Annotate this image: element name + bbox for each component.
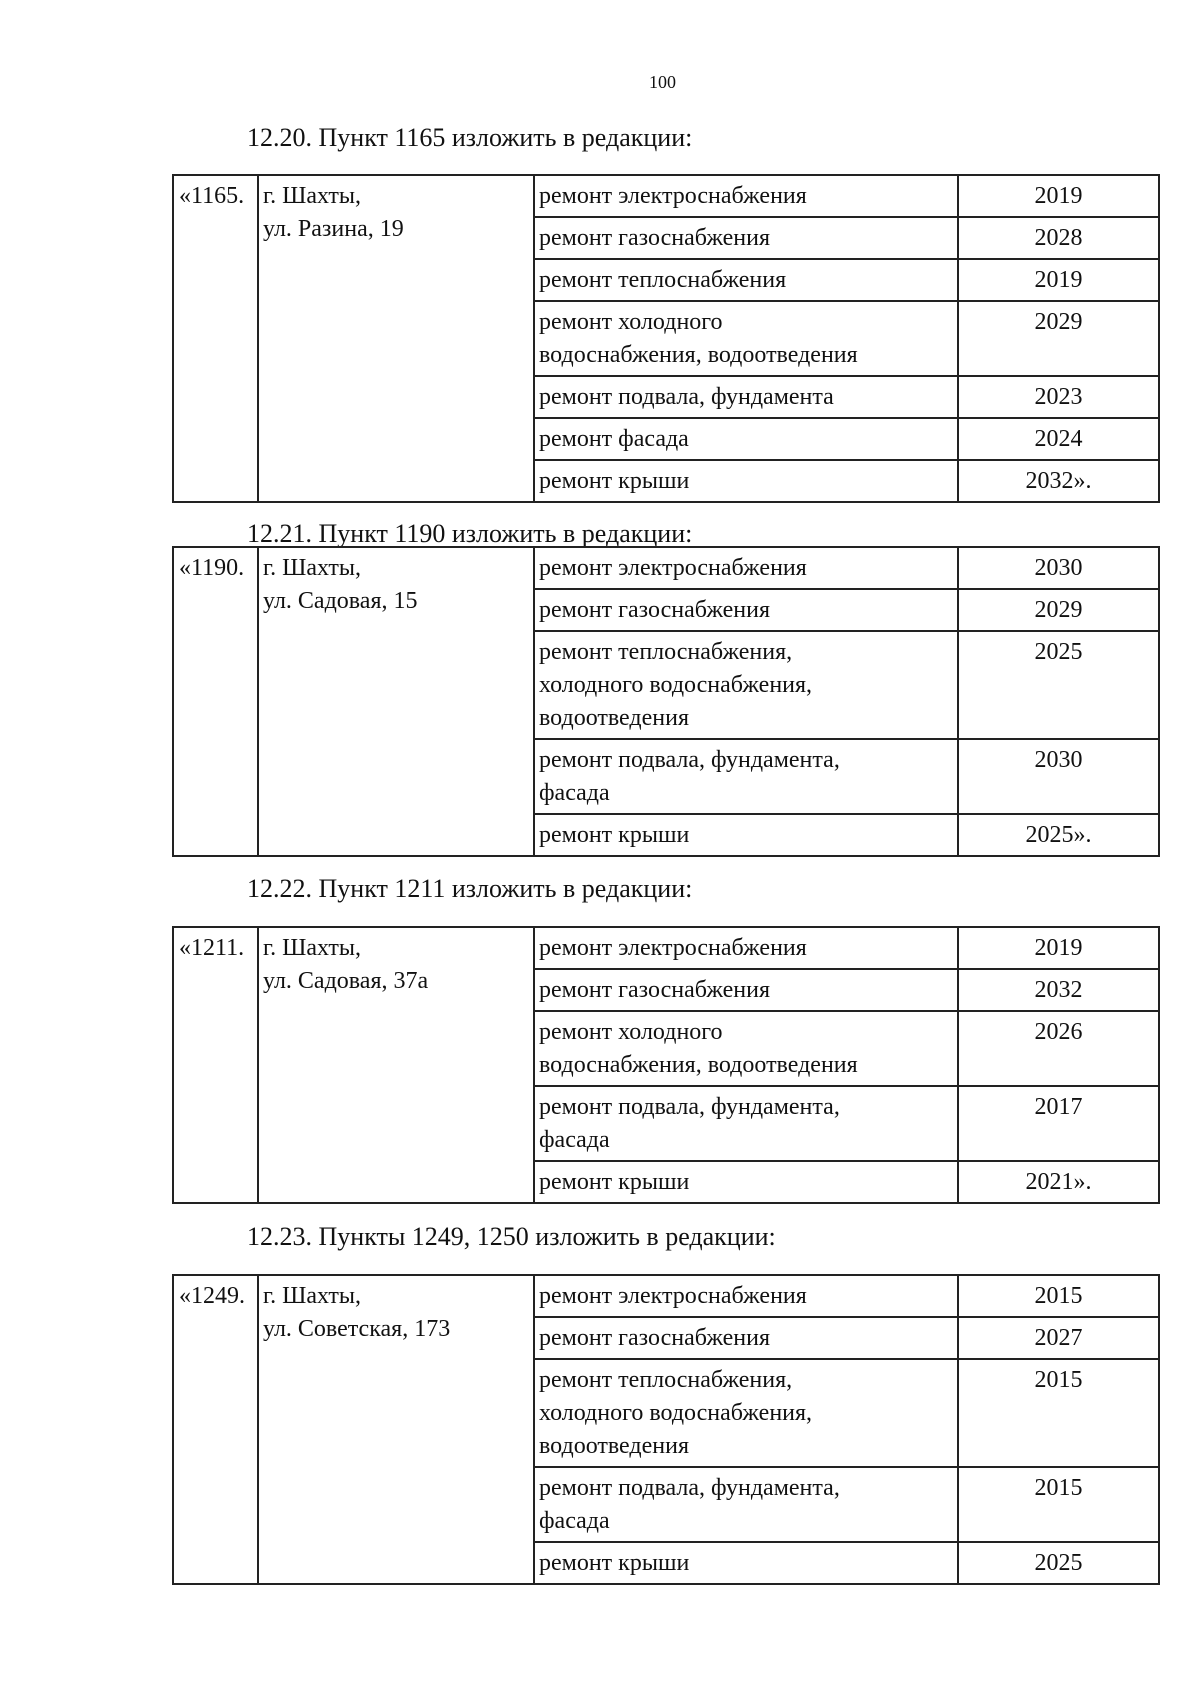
work-type-line: ремонт газоснабжения [539, 597, 771, 623]
work-type-line: ремонт крыши [539, 468, 690, 494]
work-type [534, 418, 958, 460]
table-row [173, 927, 1159, 969]
work-type-line: ремонт подвала, фундамента [539, 384, 834, 410]
amendment-table [172, 546, 1160, 857]
work-year: 2015 [958, 1359, 1159, 1467]
item-address [258, 175, 534, 502]
work-type-line: ремонт теплоснабжения [539, 267, 787, 293]
work-year: 2032 [958, 969, 1159, 1011]
work-type-line: фасада [539, 1508, 610, 1534]
work-type [534, 547, 958, 589]
work-type-line: ремонт холодного [539, 1019, 723, 1045]
work-type [534, 1275, 958, 1317]
work-type [534, 175, 958, 217]
work-type [534, 814, 958, 856]
work-type-line: холодного водоснабжения, [539, 1400, 813, 1426]
work-type [534, 1011, 958, 1086]
work-type-line: ремонт теплоснабжения, [539, 1367, 793, 1393]
work-type-line: ремонт газоснабжения [539, 977, 771, 1003]
work-year: 2032». [958, 460, 1159, 502]
work-type-line: ремонт газоснабжения [539, 225, 771, 251]
work-year: 2015 [958, 1275, 1159, 1317]
work-type-line: ремонт крыши [539, 1550, 690, 1576]
work-type-line: водоотведения [539, 705, 689, 731]
work-type [534, 259, 958, 301]
work-type-line: ремонт электроснабжения [539, 555, 807, 581]
work-year: 2019 [958, 175, 1159, 217]
item-number: «1165. [173, 175, 258, 502]
work-type [534, 1317, 958, 1359]
address-street: ул. Советская, 173 [263, 1316, 451, 1342]
amendment-table [172, 174, 1160, 503]
work-year: 2019 [958, 927, 1159, 969]
item-address [258, 927, 534, 1203]
work-type [534, 739, 958, 814]
work-type-line: ремонт электроснабжения [539, 183, 807, 209]
work-type-line: фасада [539, 780, 610, 806]
address-street: ул. Садовая, 37а [263, 968, 429, 994]
item-number: «1211. [173, 927, 258, 1203]
work-year: 2029 [958, 301, 1159, 376]
work-year: 2025 [958, 1542, 1159, 1584]
address-city: г. Шахты, [263, 1283, 362, 1309]
item-number: «1190. [173, 547, 258, 856]
work-year: 2030 [958, 547, 1159, 589]
work-type [534, 1359, 958, 1467]
table-row [173, 1275, 1159, 1317]
amendment-table [172, 1274, 1160, 1585]
work-type-line: ремонт подвала, фундамента, [539, 1094, 840, 1120]
work-type-line: ремонт электроснабжения [539, 1283, 807, 1309]
work-type-line: водоснабжения, водоотведения [539, 342, 858, 368]
work-year: 2019 [958, 259, 1159, 301]
work-year: 2030 [958, 739, 1159, 814]
address-street: ул. Садовая, 15 [263, 588, 418, 614]
item-address [258, 547, 534, 856]
address-city: г. Шахты, [263, 935, 362, 961]
work-type-line: ремонт крыши [539, 822, 690, 848]
work-type-line: фасада [539, 1127, 610, 1153]
work-year: 2017 [958, 1086, 1159, 1161]
work-year: 2028 [958, 217, 1159, 259]
section-heading: 12.20. Пункт 1165 изложить в редакции: [247, 123, 693, 152]
work-type [534, 1467, 958, 1542]
work-year: 2027 [958, 1317, 1159, 1359]
work-type [534, 217, 958, 259]
table-row [173, 547, 1159, 589]
work-year: 2029 [958, 589, 1159, 631]
work-year: 2023 [958, 376, 1159, 418]
work-type [534, 927, 958, 969]
item-number: «1249. [173, 1275, 258, 1584]
section-heading: 12.22. Пункт 1211 изложить в редакции: [247, 874, 693, 903]
work-type-line: ремонт теплоснабжения, [539, 639, 793, 665]
work-type-line: водоснабжения, водоотведения [539, 1052, 858, 1078]
work-year: 2021». [958, 1161, 1159, 1203]
work-type [534, 1161, 958, 1203]
address-city: г. Шахты, [263, 555, 362, 581]
work-type-line: водоотведения [539, 1433, 689, 1459]
work-type-line: ремонт электроснабжения [539, 935, 807, 961]
address-street: ул. Разина, 19 [263, 216, 404, 242]
work-type-line: холодного водоснабжения, [539, 672, 813, 698]
work-type [534, 1086, 958, 1161]
work-type [534, 301, 958, 376]
work-year: 2025 [958, 631, 1159, 739]
item-address [258, 1275, 534, 1584]
work-year: 2024 [958, 418, 1159, 460]
address-city: г. Шахты, [263, 183, 362, 209]
work-type [534, 376, 958, 418]
section-heading: 12.23. Пункты 1249, 1250 изложить в редакции: [247, 1222, 776, 1251]
work-type-line: ремонт газоснабжения [539, 1325, 771, 1351]
table-row [173, 175, 1159, 217]
work-type [534, 1542, 958, 1584]
work-type [534, 589, 958, 631]
work-year: 2015 [958, 1467, 1159, 1542]
work-year: 2026 [958, 1011, 1159, 1086]
work-type [534, 460, 958, 502]
work-type-line: ремонт фасада [539, 426, 689, 452]
work-year: 2025». [958, 814, 1159, 856]
work-type [534, 969, 958, 1011]
work-type [534, 631, 958, 739]
page-number: 100 [649, 72, 676, 92]
section-heading: 12.21. Пункт 1190 изложить в редакции: [247, 519, 693, 548]
work-type-line: ремонт крыши [539, 1169, 690, 1195]
work-type-line: ремонт подвала, фундамента, [539, 1475, 840, 1501]
amendment-table [172, 926, 1160, 1204]
work-type-line: ремонт холодного [539, 309, 723, 335]
work-type-line: ремонт подвала, фундамента, [539, 747, 840, 773]
